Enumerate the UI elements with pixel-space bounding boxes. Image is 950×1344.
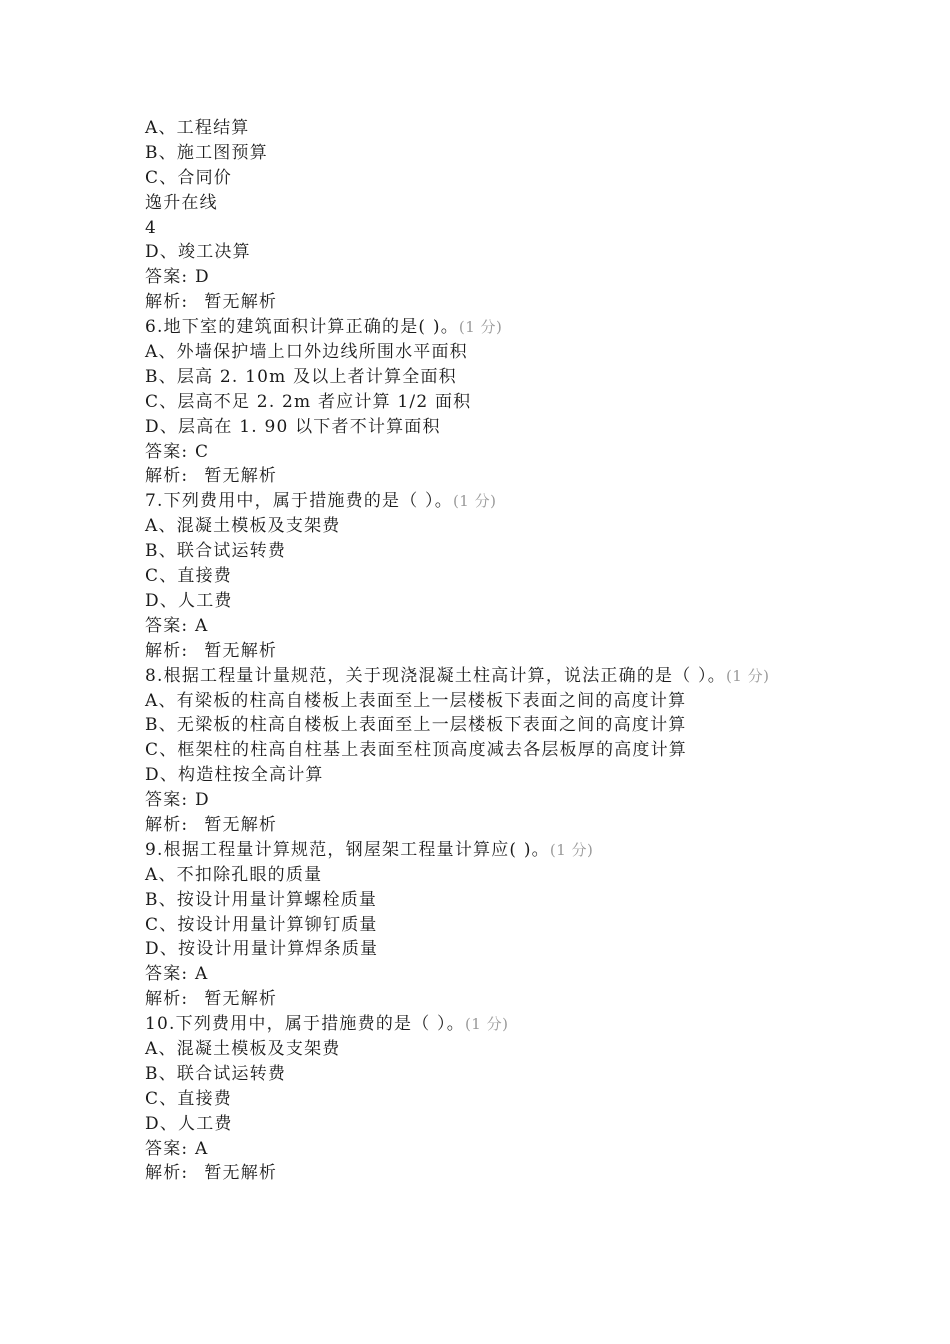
answer-label: 答案: xyxy=(145,615,189,636)
option-line: C、直接费 xyxy=(145,566,233,587)
answer-line xyxy=(145,962,805,987)
analysis-label: 解析: xyxy=(145,640,189,661)
option-line: A、有梁板的柱高自楼板上表面至上一层楼板下表面之间的高度计算 xyxy=(145,690,687,711)
analysis-value: 暂无解析 xyxy=(204,989,278,1010)
answer-label: 答案: xyxy=(145,790,189,811)
option-line: B、层高 2. 10m 及以上者计算全面积 xyxy=(145,366,457,387)
analysis-label: 解析: xyxy=(145,989,189,1010)
option-line: B、联合试运转费 xyxy=(145,1063,287,1084)
question-score: (1 分) xyxy=(452,492,497,511)
option-line: C、合同价 xyxy=(145,167,233,188)
answer-line xyxy=(145,440,805,465)
question-stem xyxy=(145,315,805,340)
analysis-value: 暂无解析 xyxy=(204,640,278,661)
answer-line xyxy=(145,614,805,639)
option-line: B、按设计用量计算螺栓质量 xyxy=(145,889,378,910)
option-line: B、施工图预算 xyxy=(145,142,268,163)
answer-line xyxy=(145,265,805,290)
analysis-line xyxy=(145,639,805,664)
option-line: B、联合试运转费 xyxy=(145,541,287,562)
answer-line xyxy=(145,1137,805,1162)
option-line: C、框架柱的柱高自柱基上表面至柱顶高度减去各层板厚的高度计算 xyxy=(145,740,688,761)
question-score: (1 分) xyxy=(464,1015,509,1034)
analysis-value: 暂无解析 xyxy=(204,1163,278,1184)
question-stem xyxy=(145,1012,805,1037)
question-text: 7.下列费用中，属于措施费的是（ ）。 xyxy=(145,491,453,512)
answer-line xyxy=(145,788,805,813)
option-line: D、层高在 1. 90 以下者不计算面积 xyxy=(145,416,441,437)
analysis-line xyxy=(145,987,805,1012)
option-line: A、不扣除孔眼的质量 xyxy=(145,864,323,885)
analysis-value: 暂无解析 xyxy=(204,292,278,313)
option-line: A、外墙保护墙上口外边线所围水平面积 xyxy=(145,342,468,363)
question-score: (1 分) xyxy=(458,318,503,337)
option-line: C、层高不足 2. 2m 者应计算 1/2 面积 xyxy=(145,391,472,412)
question-text: 9.根据工程量计算规范，钢屋架工程量计算应( )。 xyxy=(145,839,550,860)
answer-value: D xyxy=(194,267,210,288)
option-line: D、按设计用量计算焊条质量 xyxy=(145,939,379,960)
question-text: 10.下列费用中，属于措施费的是（ ）。 xyxy=(145,1014,465,1035)
analysis-label: 解析: xyxy=(145,1163,189,1184)
analysis-line xyxy=(145,1161,805,1186)
analysis-label: 解析: xyxy=(145,292,189,313)
answer-value: A xyxy=(194,1138,209,1159)
option-line: A、混凝土模板及支架费 xyxy=(145,516,341,537)
option-line: D、竣工决算 xyxy=(145,242,251,263)
answer-value: A xyxy=(194,964,209,985)
question-score: (1 分) xyxy=(725,666,770,685)
option-line: D、人工费 xyxy=(145,590,233,611)
answer-value: C xyxy=(194,441,210,462)
analysis-line xyxy=(145,464,805,489)
answer-value: D xyxy=(194,790,210,811)
question-stem xyxy=(145,838,805,863)
question-score: (1 分) xyxy=(549,840,594,859)
answer-label: 答案: xyxy=(145,964,189,985)
question-text: 8.根据工程量计量规范，关于现浇混凝土柱高计算，说法正确的是（ ）。 xyxy=(145,665,726,686)
analysis-value: 暂无解析 xyxy=(204,814,278,835)
answer-label: 答案: xyxy=(145,1138,189,1159)
analysis-label: 解析: xyxy=(145,466,189,487)
analysis-line xyxy=(145,290,805,315)
answer-value: A xyxy=(194,615,209,636)
question-stem xyxy=(145,489,805,514)
analysis-value: 暂无解析 xyxy=(204,466,278,487)
analysis-label: 解析: xyxy=(145,814,189,835)
option-line: A、工程结算 xyxy=(145,118,250,138)
option-line: C、直接费 xyxy=(145,1088,233,1109)
question-stem xyxy=(145,664,805,689)
option-line: D、人工费 xyxy=(145,1113,233,1134)
option-line: C、按设计用量计算铆钉质量 xyxy=(145,914,378,935)
answer-label: 答案: xyxy=(145,267,189,288)
question-text: 6.地下室的建筑面积计算正确的是( )。 xyxy=(145,317,459,338)
option-line: B、无梁板的柱高自楼板上表面至上一层楼板下表面之间的高度计算 xyxy=(145,715,687,736)
document-page xyxy=(145,116,805,1186)
option-line: A、混凝土模板及支架费 xyxy=(145,1038,341,1059)
page-number-line: 4 xyxy=(145,217,158,238)
watermark-text-line: 逸升在线 xyxy=(145,192,218,213)
option-line: D、构造柱按全高计算 xyxy=(145,765,324,786)
analysis-line xyxy=(145,813,805,838)
answer-label: 答案: xyxy=(145,441,189,462)
